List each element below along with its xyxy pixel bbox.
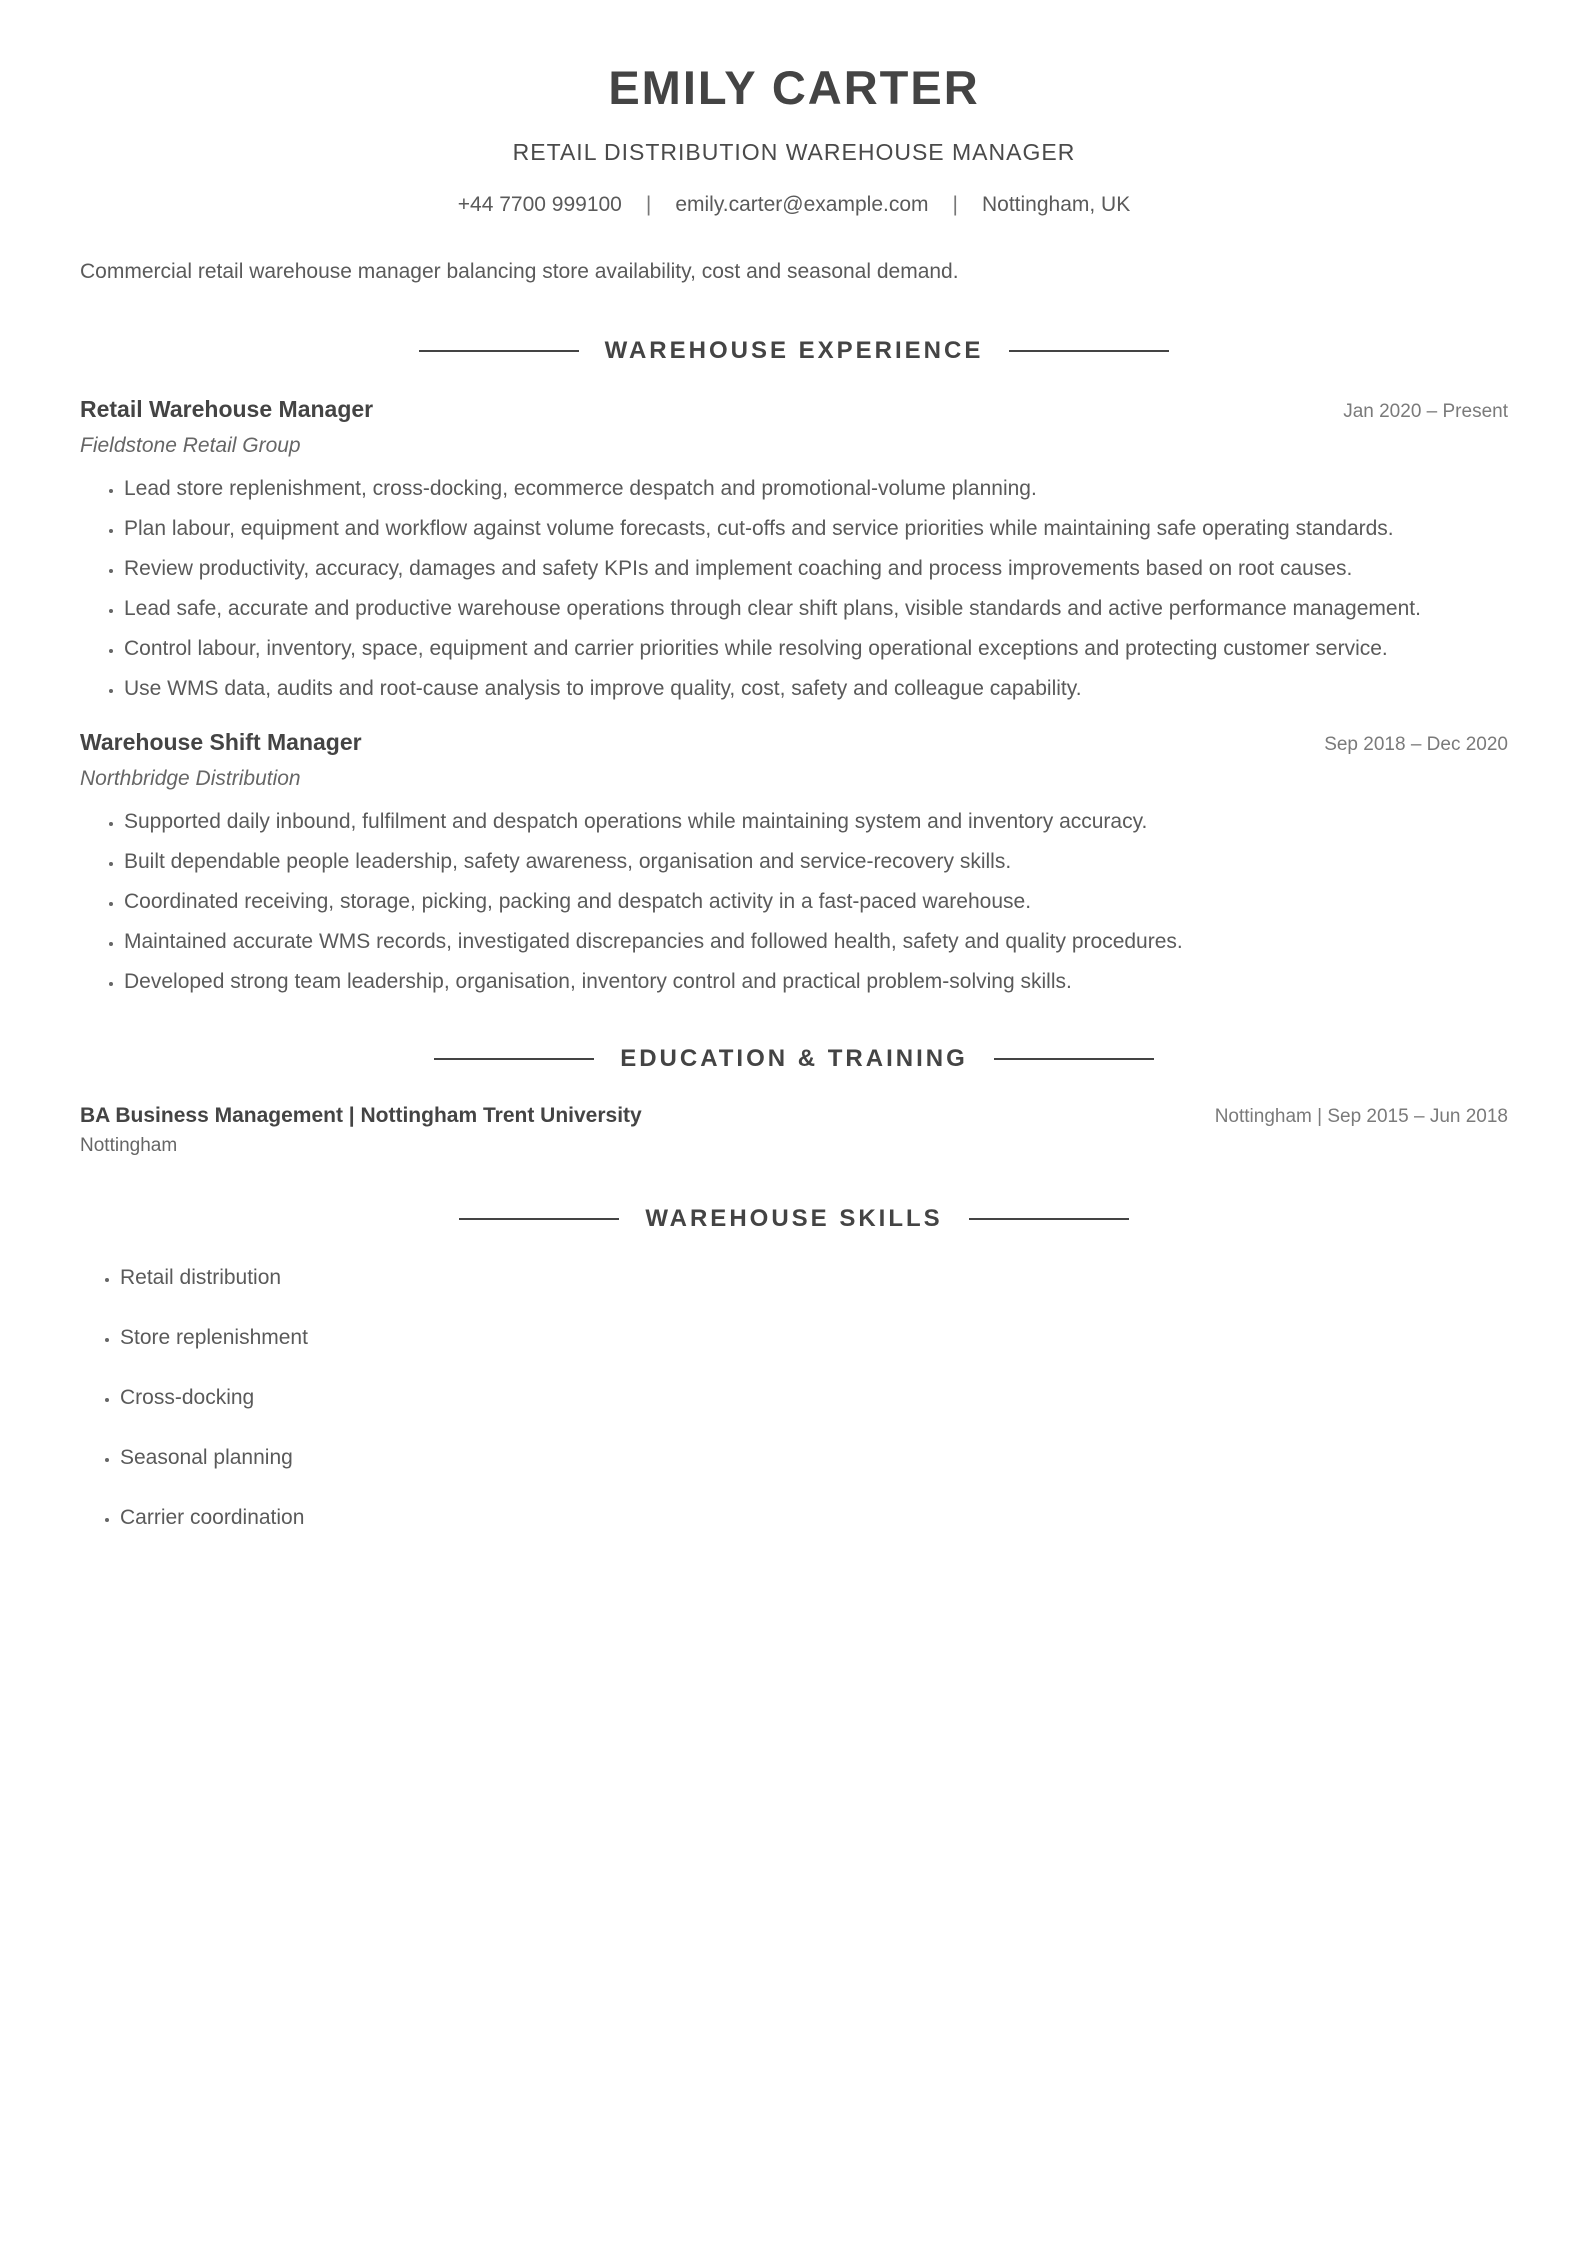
job-company: Northbridge Distribution [80,767,301,790]
job-header [80,394,1508,425]
job-bullet: • Supported daily inbound, fulfilment and despatch operations while maintaining system and inventory accuracy. [124,802,1508,842]
experience-section-title [80,336,1508,366]
job-title: Retail Warehouse Manager [80,396,374,422]
job-company: Fieldstone Retail Group [80,434,301,457]
contact-location: Nottingham, UK [981,193,1131,216]
job-header [80,727,1508,758]
skill-item: • Carrier coordination [120,1504,1508,1532]
skill-item: • Store replenishment [120,1324,1508,1352]
job-title: Warehouse Shift Manager [80,729,362,755]
contact-separator: | [645,193,652,216]
job-bullet: • Coordinated receiving, storage, picking, packing and despatch activity in a fast-paced warehouse. [124,882,1508,922]
job-bullet: • Built dependable people leadership, safety awareness, organisation and service-recovery skills. [124,842,1508,882]
education-meta: Nottingham | Sep 2015 – Jun 2018 [1214,1106,1508,1127]
divider-line [434,1058,594,1060]
education-entry [80,1102,1508,1158]
skill-item: • Cross-docking [120,1384,1508,1412]
job-bullets [80,469,1508,709]
job-bullet: • Control labour, inventory, space, equipment and carrier priorities while resolving operational exceptions and protecting customer service. [124,629,1508,669]
contact-separator: | [952,193,958,216]
skill-item: • Retail distribution [120,1264,1508,1292]
divider-line [1009,350,1169,352]
job-bullet: • Lead store replenishment, cross-docking, ecommerce despatch and promotional-volume planning. [124,469,1508,509]
job-bullet: • Lead safe, accurate and productive warehouse operations through clear shift plans, visible standards and active performance management. [124,589,1508,629]
job-bullet: • Developed strong team leadership, organisation, inventory control and practical problem-solving skills. [124,962,1508,1002]
skills-section-title [80,1204,1508,1234]
divider-line [969,1218,1129,1220]
section-heading: EDUCATION & TRAINING [620,1045,968,1072]
job-entry [80,394,1508,709]
divider-line [459,1218,619,1220]
job-dates: Jan 2020 – Present [1343,401,1508,422]
contact-phone: +44 7700 999100 [457,193,622,216]
section-heading: WAREHOUSE SKILLS [645,1205,943,1232]
contact-email: emily.carter@example.com [675,193,929,216]
divider-line [419,350,579,352]
job-bullet: • Maintained accurate WMS records, investigated discrepancies and followed health, safety and quality procedures. [124,922,1508,962]
job-bullet: • Review productivity, accuracy, damages and safety KPIs and implement coaching and process improvements based on root causes. [124,549,1508,589]
candidate-headline: RETAIL DISTRIBUTION WAREHOUSE MANAGER [512,139,1076,165]
skill-item: • Seasonal planning [120,1444,1508,1472]
education-location: Nottingham [80,1135,178,1156]
profile-summary: Commercial retail warehouse manager balancing store availability, cost and seasonal demand. [80,260,959,283]
education-degree: BA Business Management | Nottingham Trent University [80,1104,642,1127]
job-bullets [80,802,1508,1002]
education-section-title [80,1044,1508,1074]
job-dates: Sep 2018 – Dec 2020 [1324,734,1508,755]
contact-line [80,192,1508,218]
job-entry [80,727,1508,1002]
education-header [80,1102,1508,1130]
candidate-name: EMILY CARTER [608,61,980,114]
skills-list [80,1264,1508,1532]
divider-line [994,1058,1154,1060]
job-bullet: • Use WMS data, audits and root-cause analysis to improve quality, cost, safety and colleague capability. [124,669,1508,709]
section-heading: WAREHOUSE EXPERIENCE [604,337,984,364]
job-bullet: • Plan labour, equipment and workflow against volume forecasts, cut-offs and service priorities while maintaining safe operating standards. [124,509,1508,549]
